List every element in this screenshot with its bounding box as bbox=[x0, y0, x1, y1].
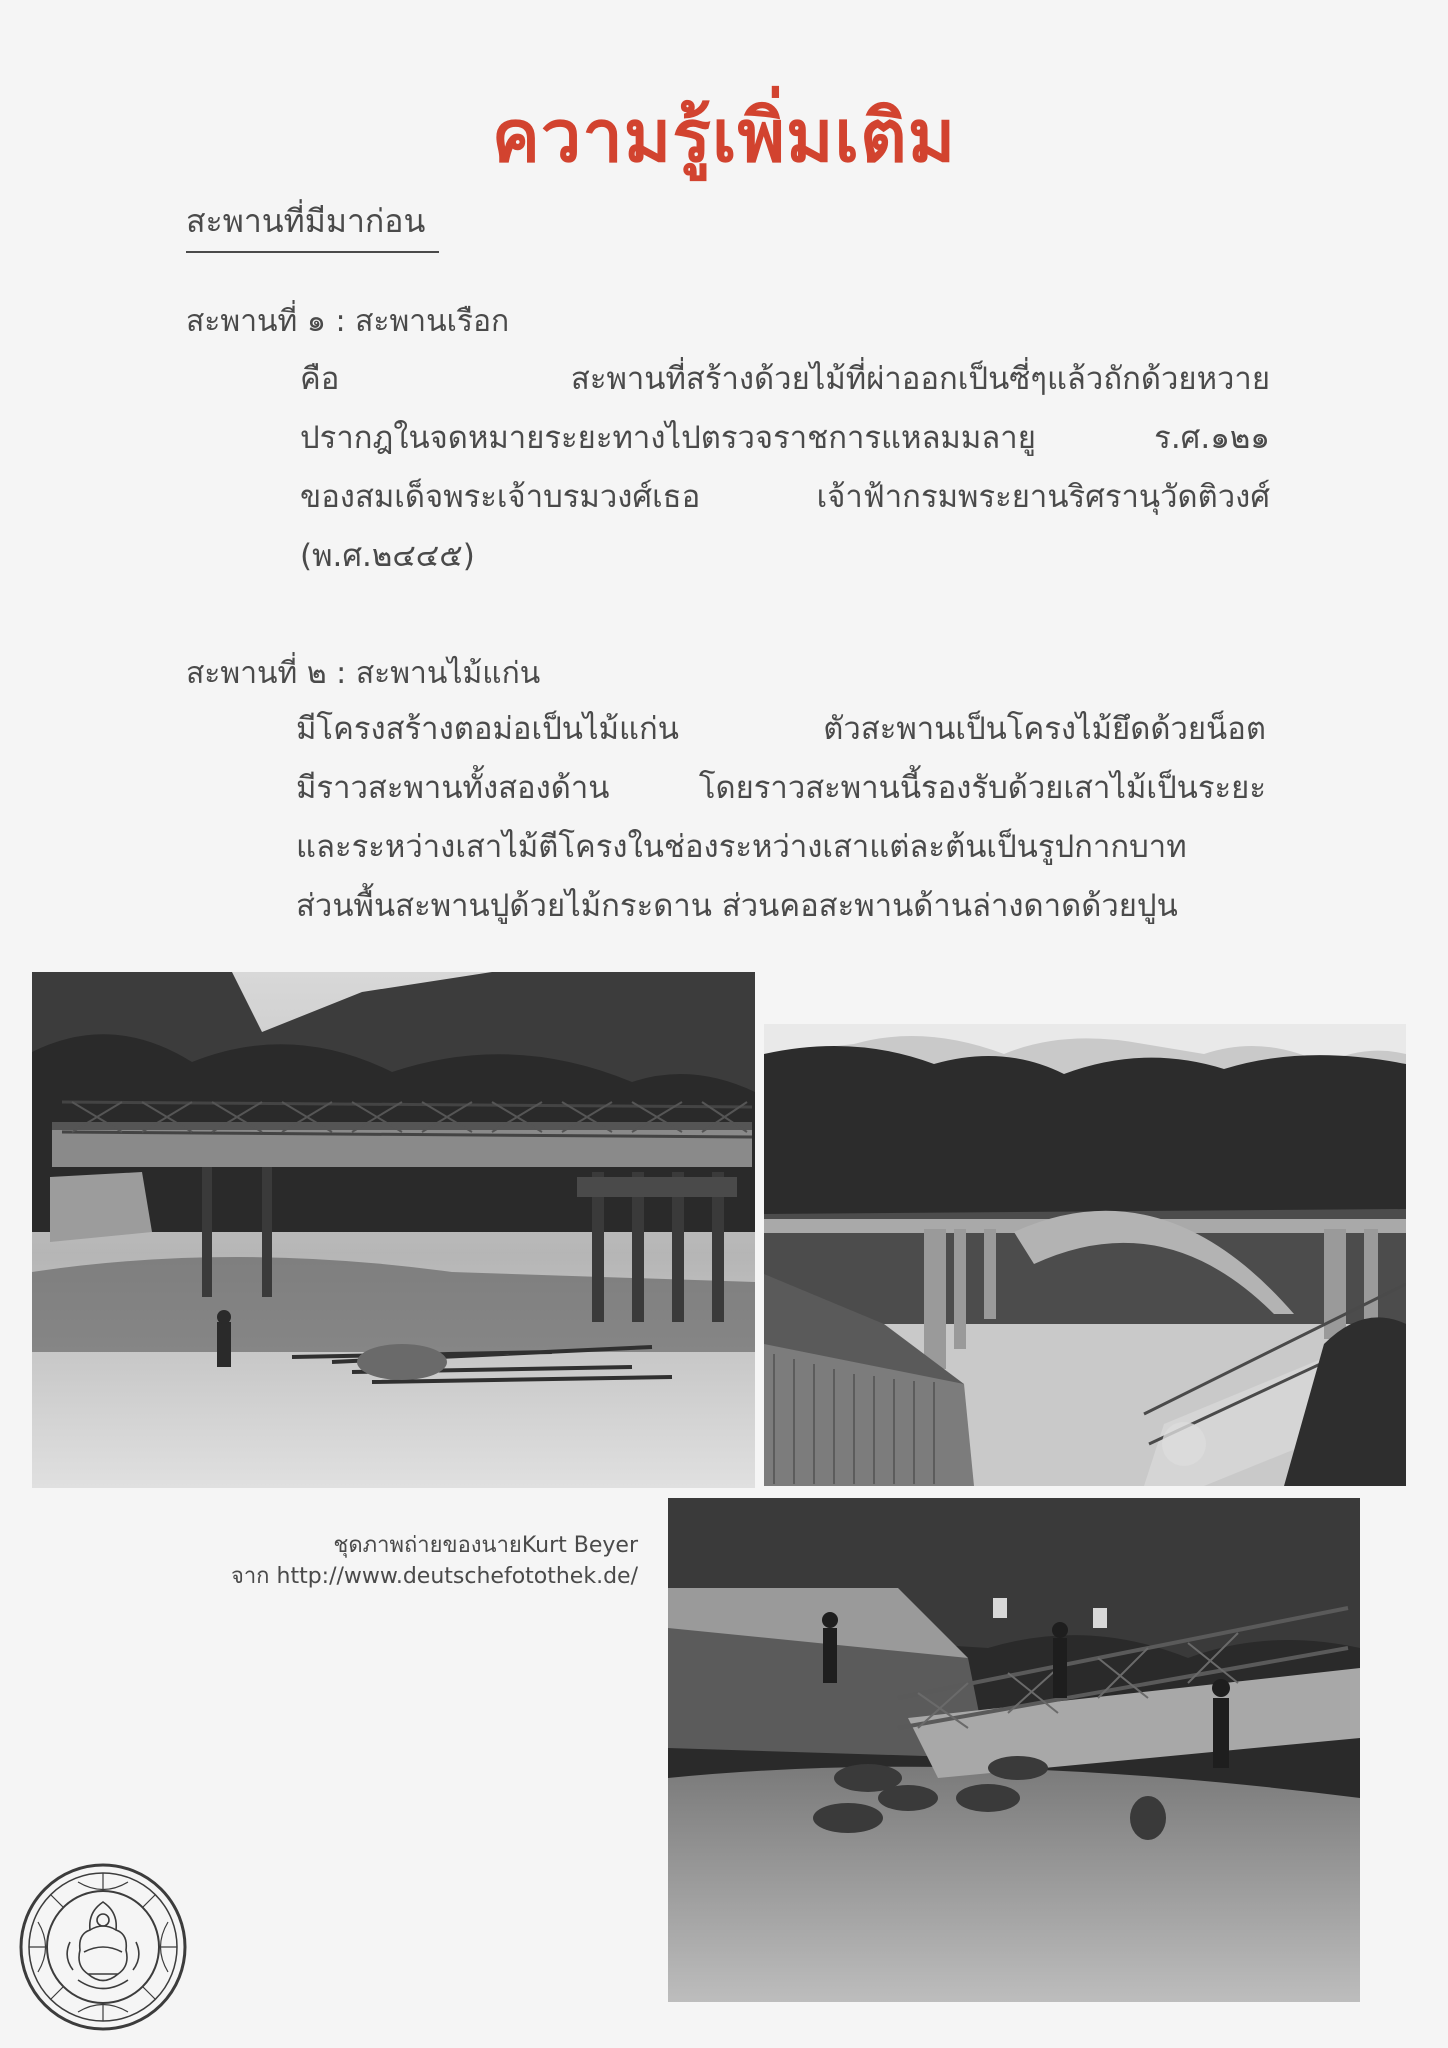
bridge-1-line: ปรากฎในจดหมายระยะทางไปตรวจราชการแหลมมลายู ร.ศ.๑๒๑ bbox=[300, 420, 1270, 456]
bridge-1-line: คือ สะพานที่สร้างด้วยไม้ที่ผ่าออกเป็นซี่ๆแล้วถักด้วยหวาย bbox=[300, 361, 1270, 397]
caption-line-1: ชุดภาพถ่ายของนายKurt Beyer bbox=[333, 1533, 638, 1558]
caption-line-2: จาก http://www.deutschefotothek.de/ bbox=[230, 1564, 638, 1589]
department-seal-icon bbox=[18, 1862, 188, 2032]
page-title: ความรู้เพิ่มเติม bbox=[491, 94, 957, 178]
bridge-2-line: และระหว่างเสาไม้ตีโครงในช่องระหว่างเสาแต่ละต้นเป็นรูปกากบาท bbox=[296, 829, 1187, 865]
bridge-1-line: ของสมเด็จพระเจ้าบรมวงศ์เธอ เจ้าฟ้ากรมพระยานริศรานุวัดติวงศ์ bbox=[300, 479, 1270, 515]
bridge-2-description bbox=[296, 700, 1266, 936]
bridge-2-line: ส่วนพื้นสะพานปูด้วยไม้กระดาน ส่วนคอสะพานด้านล่างดาดด้วยปูน bbox=[296, 888, 1178, 924]
bridge-2-heading: สะพานที่ ๒ : สะพานไม้แก่น bbox=[186, 656, 541, 691]
bridge-2-line: มีราวสะพานทั้งสองด้าน โดยราวสะพานนี้รองรับด้วยเสาไม้เป็นระยะ bbox=[296, 770, 1266, 806]
section-subheading: สะพานที่มีมาก่อน bbox=[186, 196, 439, 253]
bridge-1-description bbox=[300, 350, 1270, 586]
concrete-arch-bridge-photo bbox=[764, 1024, 1406, 1486]
photo-caption bbox=[160, 1530, 638, 1592]
wooden-trestle-bridge-photo bbox=[32, 972, 755, 1488]
bridge-1-line: (พ.ศ.๒๔๔๕) bbox=[300, 538, 475, 574]
bridge-1-heading: สะพานที่ ๑ : สะพานเรือก bbox=[186, 304, 510, 339]
bridge-2-line: มีโครงสร้างตอม่อเป็นไม้แก่น ตัวสะพานเป็นโครงไม้ยึดด้วยน็อต bbox=[296, 711, 1266, 747]
bridge-with-pigs-photo bbox=[668, 1498, 1360, 2002]
